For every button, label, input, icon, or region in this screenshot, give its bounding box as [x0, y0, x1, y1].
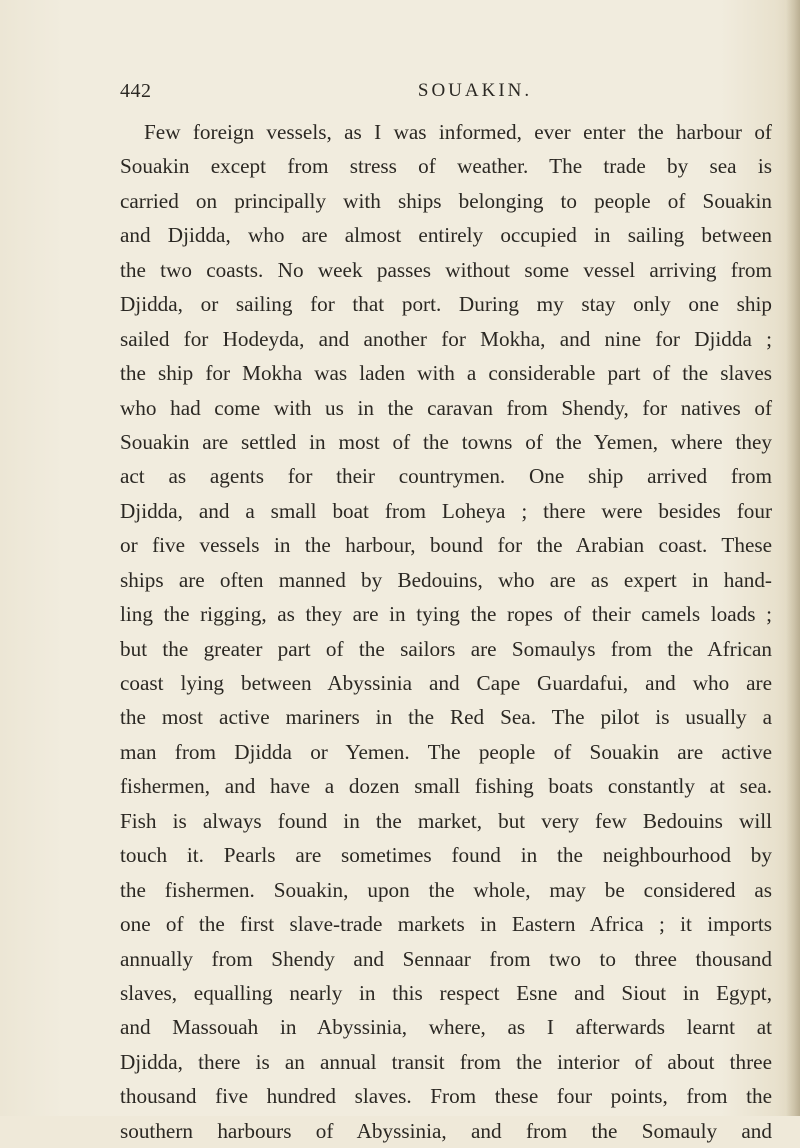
text-line: the two coasts. No week passes without some vessel arriving from	[120, 257, 772, 282]
text-line: ships are often manned by Bedouins, who are as expert in hand-	[120, 567, 772, 592]
text-line: and Massouah in Abyssinia, where, as I afterwards learnt at	[120, 1015, 772, 1040]
body-text	[120, 115, 772, 1148]
text-line: Fish is always found in the market, but very few Bedouins will	[120, 808, 772, 833]
text-line: thousand five hundred slaves. From these four points, from the	[120, 1084, 772, 1109]
text-line: Souakin except from stress of weather. The trade by sea is	[120, 154, 772, 179]
text-line: sailed for Hodeyda, and another for Mokha, and nine for Djidda ;	[120, 326, 772, 351]
text-line: the most active mariners in the Red Sea. The pilot is usually a	[120, 705, 772, 730]
page-header	[120, 74, 780, 104]
page-edge-shadow	[786, 0, 800, 1116]
text-line: but the greater part of the sailors are Somaulys from the African	[120, 636, 772, 661]
text-line: ling the rigging, as they are in tying the ropes of their camels loads ;	[120, 602, 772, 627]
text-line: slaves, equalling nearly in this respect Esne and Siout in Egypt,	[120, 980, 772, 1005]
text-line: carried on principally with ships belonging to people of Souakin	[120, 188, 772, 213]
text-line: Few foreign vessels, as I was informed, ever enter the harbour of	[144, 120, 772, 144]
page-number: 442	[120, 80, 152, 102]
text-line: man from Djidda or Yemen. The people of Souakin are active	[120, 739, 772, 764]
text-line: or five vessels in the harbour, bound for the Arabian coast. These	[120, 533, 772, 558]
text-line: and Djidda, who are almost entirely occupied in sailing between	[120, 223, 772, 248]
text-line: Djidda, and a small boat from Loheya ; there were besides four	[120, 498, 772, 523]
text-line: Djidda, or sailing for that port. During my stay only one ship	[120, 292, 772, 317]
text-line: act as agents for their countrymen. One ship arrived from	[120, 464, 772, 489]
text-line: southern harbours of Abyssinia, and from the Somauly and	[120, 1118, 772, 1143]
text-line: Souakin are settled in most of the towns of the Yemen, where they	[120, 429, 772, 454]
text-line: annually from Shendy and Sennaar from two to three thousand	[120, 946, 772, 971]
text-line: coast lying between Abyssinia and Cape Guardafui, and who are	[120, 671, 772, 695]
text-line: touch it. Pearls are sometimes found in the neighbourhood by	[120, 843, 772, 868]
text-line: the ship for Mokha was laden with a considerable part of the slaves	[120, 361, 772, 386]
text-line: Djidda, there is an annual transit from the interior of about three	[120, 1049, 772, 1074]
text-line: one of the first slave-trade markets in Eastern Africa ; it imports	[120, 912, 772, 937]
text-line: who had come with us in the caravan from Shendy, for natives of	[120, 395, 772, 420]
text-line: fishermen, and have a dozen small fishing boats constantly at sea.	[120, 774, 772, 799]
running-head: SOUAKIN.	[417, 80, 533, 101]
text-line: the fishermen. Souakin, upon the whole, may be considered as	[120, 877, 772, 902]
